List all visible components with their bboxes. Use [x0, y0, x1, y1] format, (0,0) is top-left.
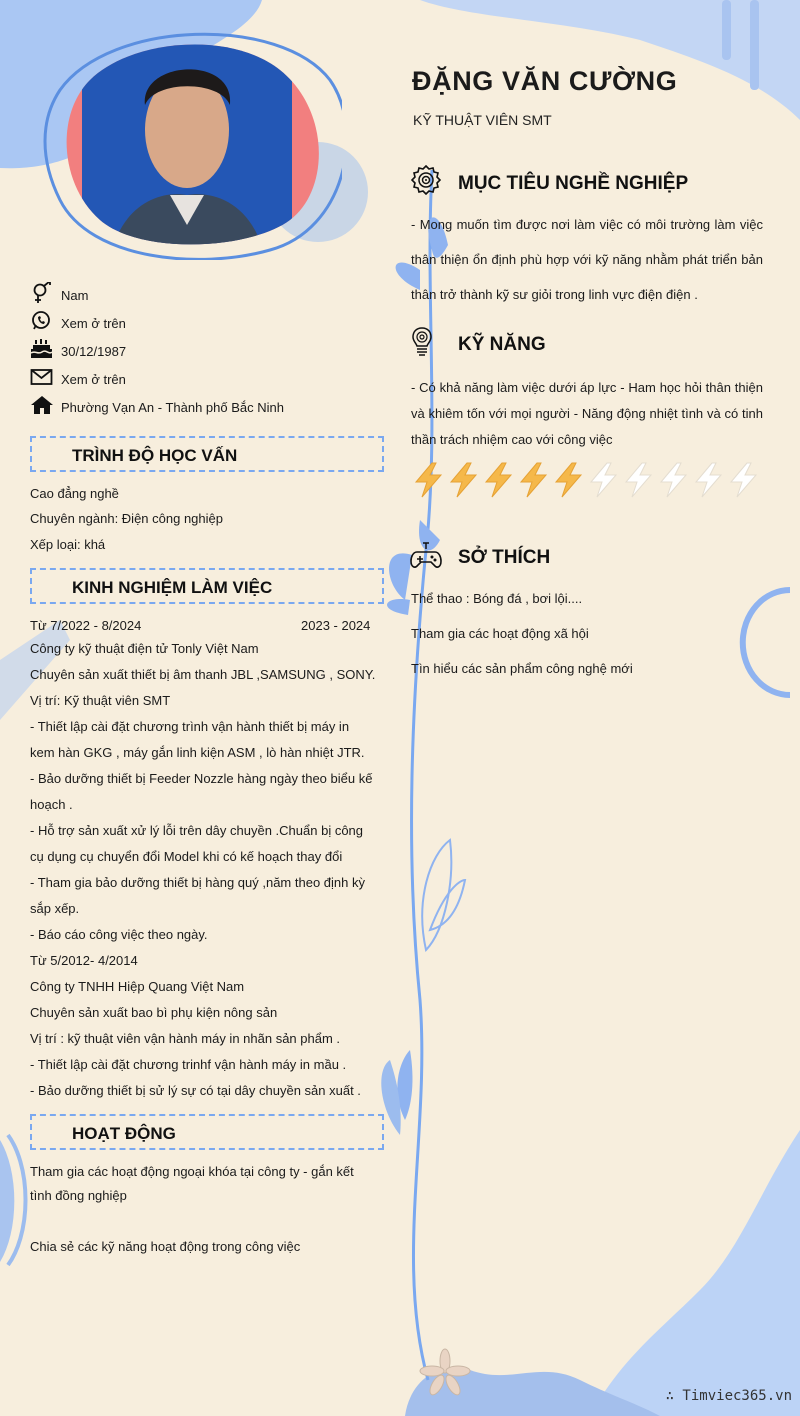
experience-period-right: 2023 - 2024 [301, 618, 371, 633]
education-heading: TRÌNH ĐỘ HỌC VẤN [72, 446, 238, 465]
experience-line: - Hỗ trợ sản xuất xử lý lỗi trên dây chuyền .Chuẩn bị công [30, 823, 364, 838]
experience-line: - Bảo dưỡng thiết bị sử lý sự có tại dây chuyền sản xuất . [30, 1083, 361, 1098]
experience-line: Công ty TNHH Hiệp Quang Việt Nam [30, 979, 245, 994]
experience-line: kem hàn GKG , máy gắn linh kiện ASM , lò hàn nhiệt JTR. [30, 745, 365, 760]
experience-line: - Thiết lập cài đặt chương trinhf vận hành máy in mầu . [30, 1057, 347, 1072]
bolt-filled-icon [517, 462, 550, 498]
bolt-empty-icon [622, 462, 655, 498]
experience-details [30, 636, 390, 1104]
experience-line: Chuyên sản xuất bao bì phụ kiện nông sản [30, 1005, 278, 1020]
experience-section-header [30, 568, 384, 604]
email-text: Xem ở trên [61, 372, 126, 387]
bolt-filled-icon [447, 462, 480, 498]
email-icon [30, 366, 54, 388]
hobby-line: Thể thao : Bóng đá , bơi lội.... [411, 591, 583, 606]
job-title: KỸ THUẬT VIÊN SMT [413, 112, 552, 128]
experience-line: - Bảo dưỡng thiết bị Feeder Nozzle hàng ngày theo biểu kế [30, 771, 373, 786]
education-section-header [30, 436, 384, 472]
lightbulb-icon [411, 326, 433, 358]
bolt-empty-icon [692, 462, 725, 498]
bolt-empty-icon [587, 462, 620, 498]
education-line: Cao đẳng nghề [30, 486, 119, 501]
bolt-filled-icon [412, 462, 445, 498]
activities-section-header [30, 1114, 384, 1150]
experience-line: sắp xếp. [30, 901, 80, 916]
experience-period: Từ 7/2022 - 8/2024 [30, 618, 142, 633]
activity-line: Tham gia các hoạt động ngoại khóa tại công ty - gắn kết [30, 1164, 354, 1179]
experience-heading: KINH NGHIỆM LÀM VIỆC [72, 578, 273, 597]
phone-icon [30, 310, 54, 332]
experience-line: Từ 5/2012- 4/2014 [30, 953, 138, 968]
gender-icon [30, 282, 54, 304]
education-line: Xếp loại: khá [30, 537, 106, 552]
skills-text: - Có khả năng làm việc dưới áp lực - Ham học hỏi thân thiện và khiêm tốn với mọi người - Năng động nhiệt tình và có tinh thần trách nhiệm cao với công việc [411, 380, 763, 447]
experience-line: - Tham gia bảo dưỡng thiết bị hàng quý ,năm theo định kỳ [30, 875, 365, 890]
skills-heading: KỸ NĂNG [458, 334, 546, 355]
bolt-filled-icon [552, 462, 585, 498]
experience-line: - Thiết lập cài đặt chương trình vận hành thiết bị máy in [30, 719, 350, 734]
activity-line: Chia sẻ các kỹ năng hoạt động trong công việc [30, 1239, 301, 1254]
education-line: Chuyên ngành: Điện công nghiệp [30, 511, 223, 526]
experience-line: Vị trí : kỹ thuật viên vận hành máy in nhãn sản phẩm . [30, 1031, 341, 1046]
gamepad-icon [410, 541, 442, 571]
home-icon [30, 394, 54, 416]
experience-line: Chuyên sản xuất thiết bị âm thanh JBL ,SAMSUNG , SONY. [30, 667, 376, 682]
activity-line: tình đồng nghiệp [30, 1188, 127, 1203]
avatar [30, 20, 342, 260]
gender-text: Nam [61, 288, 89, 303]
experience-line: - Báo cáo công việc theo ngày. [30, 927, 208, 942]
hobby-line: Tìn hiểu các sản phẩm công nghệ mới [411, 661, 633, 676]
birthday-cake-icon [30, 338, 54, 360]
skill-rating [412, 462, 760, 498]
objective-text: - Mong muốn tìm được nơi làm việc có môi trường làm việc thân thiện ổn định phù hợp với kỹ năng nhằm phát triển bản thân trở thành kỹ sư giỏi trong linh vực điện điện . [411, 217, 763, 302]
objective-heading: MỤC TIÊU NGHỀ NGHIỆP [458, 173, 689, 194]
experience-line: hoạch . [30, 797, 73, 812]
hobby-line: Tham gia các hoạt động xã hội [411, 626, 589, 641]
address-text: Phường Vạn An - Thành phố Bắc Ninh [61, 400, 284, 415]
experience-line: Vị trí: Kỹ thuật viên SMT [30, 693, 171, 708]
experience-line: Công ty kỹ thuật điện tử Tonly Việt Nam [30, 641, 259, 656]
hobbies-heading: SỞ THÍCH [458, 547, 551, 568]
experience-line: cụ dụng cụ chuyển đổi Model khi có kế hoạch thay đổi [30, 849, 343, 864]
phone-text: Xem ở trên [61, 316, 126, 331]
activities-heading: HOẠT ĐỘNG [72, 1124, 176, 1143]
bolt-empty-icon [727, 462, 760, 498]
bolt-filled-icon [482, 462, 515, 498]
birthday-text: 30/12/1987 [61, 344, 127, 359]
candidate-name: ĐẶNG VĂN CƯỜNG [412, 66, 678, 96]
watermark: ∴ Timviec365.vn [665, 1388, 792, 1404]
bolt-empty-icon [657, 462, 690, 498]
target-gear-icon [411, 165, 441, 195]
